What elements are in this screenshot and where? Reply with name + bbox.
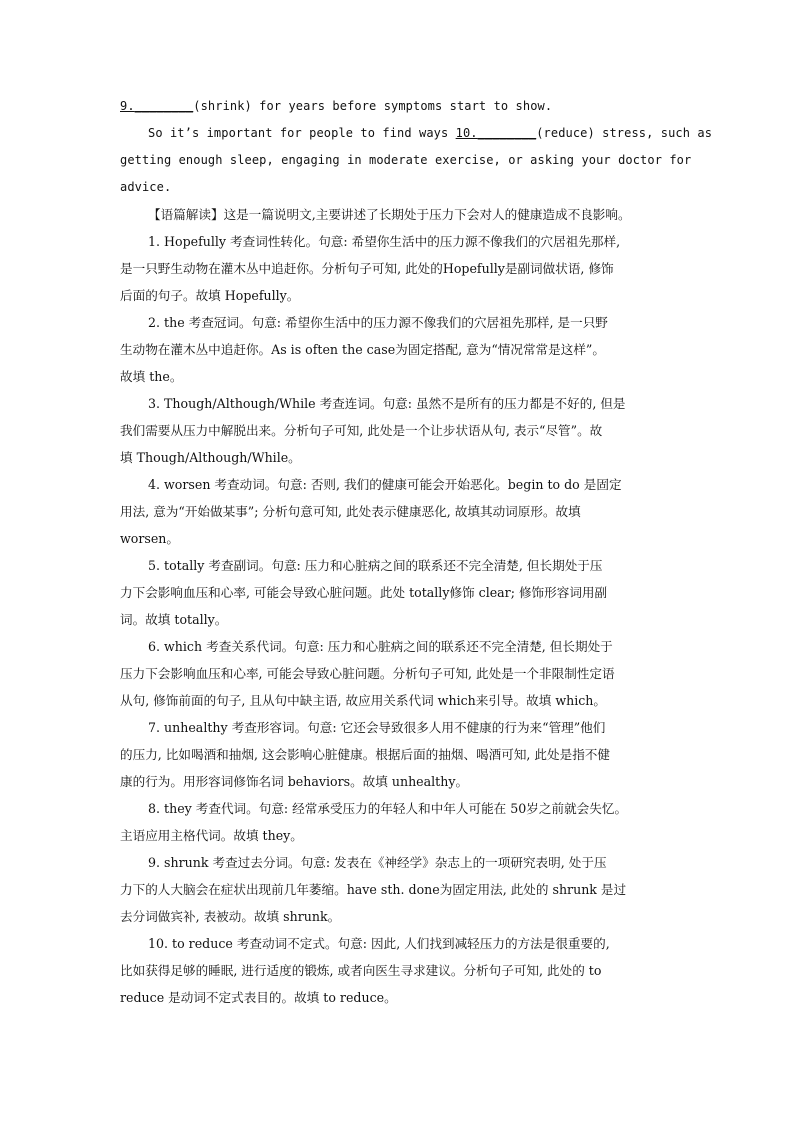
answer-line: 的压力, 比如喝酒和抽烟, 这会影响心脏健康。根据后面的抽烟、喝酒可知, 此处是指不健 [120, 747, 610, 762]
answer-item [120, 471, 676, 552]
answer-line: 后面的句子。故填 Hopefully。 [120, 288, 300, 303]
answer-item [120, 309, 676, 390]
answer-line: 8. they 考查代词。句意: 经常承受压力的年轻人和中年人可能在 50岁之前就会失忆。 [148, 801, 628, 816]
blank-number: 10. [455, 126, 478, 140]
answer-line: 生动物在灌木丛中追赶你。As is often the case为固定搭配, 意为“情况常常是这样”。 [120, 342, 605, 357]
answer-line: 用法, 意为“开始做某事”; 分析句意可知, 此处表示健康恶化, 故填其动词原形。故填 [120, 504, 581, 519]
answer-line: 7. unhealthy 考查形容词。句意: 它还会导致很多人用不健康的行为来“管理”他们 [148, 720, 606, 735]
passage-line [120, 93, 676, 120]
passage-line: getting enough sleep, engaging in moderate exercise, or asking your doctor for [120, 153, 692, 167]
answer-item [120, 552, 676, 633]
blank-number: 9. [120, 99, 135, 113]
answer-line: 填 Though/Although/While。 [120, 450, 301, 465]
passage-text: So it’s important for people to find ways [148, 126, 456, 140]
answer-item [120, 714, 676, 795]
answer-line: 力下会影响血压和心率, 可能会导致心脏问题。此处 totally修饰 clear; 修饰形容词用副 [120, 585, 608, 600]
answer-line: 1. Hopefully 考查词性转化。句意: 希望你生活中的压力源不像我们的穴居祖先那样, [148, 234, 621, 249]
answer-item [120, 228, 676, 309]
answer-item [120, 849, 676, 930]
answer-line: 压力下会影响血压和心率, 可能会导致心脏问题。分析句子可知, 此处是一个非限制性定语 [120, 666, 615, 681]
answer-line: 去分词做宾补, 表被动。故填 shrunk。 [120, 909, 341, 924]
answer-line: 康的行为。用形容词修饰名词 behaviors。故填 unhealthy。 [120, 774, 469, 789]
answer-line: 故填 the。 [120, 369, 183, 384]
answer-blank: ________ [134, 99, 194, 113]
answer-line: 4. worsen 考查动词。句意: 否则, 我们的健康可能会开始恶化。begin to do 是固定 [148, 477, 622, 492]
passage-line: advice. [120, 180, 172, 194]
answer-list [120, 228, 676, 1011]
answer-line: 2. the 考查冠词。句意: 希望你生活中的压力源不像我们的穴居祖先那样, 是一只野 [148, 315, 608, 330]
answer-line: 比如获得足够的睡眠, 进行适度的锻炼, 或者向医生寻求建议。分析句子可知, 此处的 to [120, 963, 602, 978]
answer-line: 6. which 考查关系代词。句意: 压力和心脏病之间的联系还不完全清楚, 但长期处于 [148, 639, 613, 654]
answer-line: 我们需要从压力中解脱出来。分析句子可知, 此处是一个让步状语从句, 表示“尽管”。故 [120, 423, 603, 438]
answer-line: reduce 是动词不定式表目的。故填 to reduce。 [120, 990, 397, 1005]
answer-item [120, 795, 676, 849]
passage-text: (reduce) stress, such as [536, 126, 713, 140]
answer-line: worsen。 [120, 531, 180, 546]
analysis-intro: 【语篇解读】这是一篇说明文,主要讲述了长期处于压力下会对人的健康造成不良影响。 [148, 207, 631, 222]
answer-line: 力下的人大脑会在症状出现前几年萎缩。have sth. done为固定用法, 此处的 shrunk 是过 [120, 882, 627, 897]
answer-line: 5. totally 考查副词。句意: 压力和心脏病之间的联系还不完全清楚, 但长期处于压 [148, 558, 603, 573]
answer-item [120, 633, 676, 714]
answer-line: 主语应用主格代词。故填 they。 [120, 828, 303, 843]
answer-line: 10. to reduce 考查动词不定式。句意: 因此, 人们找到减轻压力的方法是很重要的, [148, 936, 610, 951]
answer-line: 词。故填 totally。 [120, 612, 228, 627]
answer-blank: ________ [477, 126, 537, 140]
document-page [120, 93, 713, 1011]
passage-text: (shrink) for years before symptoms start to show. [193, 99, 553, 113]
answer-line: 9. shrunk 考查过去分词。句意: 发表在《神经学》杂志上的一项研究表明, 处于压 [148, 855, 607, 870]
answer-line: 是一只野生动物在灌木丛中追赶你。分析句子可知, 此处的Hopefully是副词做状语, 修饰 [120, 261, 614, 276]
answer-item [120, 930, 676, 1011]
answer-line: 从句, 修饰前面的句子, 且从句中缺主语, 故应用关系代词 which来引导。故填 which。 [120, 693, 607, 708]
answer-item [120, 390, 676, 471]
answer-line: 3. Though/Although/While 考查连词。句意: 虽然不是所有的压力都是不好的, 但是 [148, 396, 626, 411]
passage-line [120, 120, 713, 147]
